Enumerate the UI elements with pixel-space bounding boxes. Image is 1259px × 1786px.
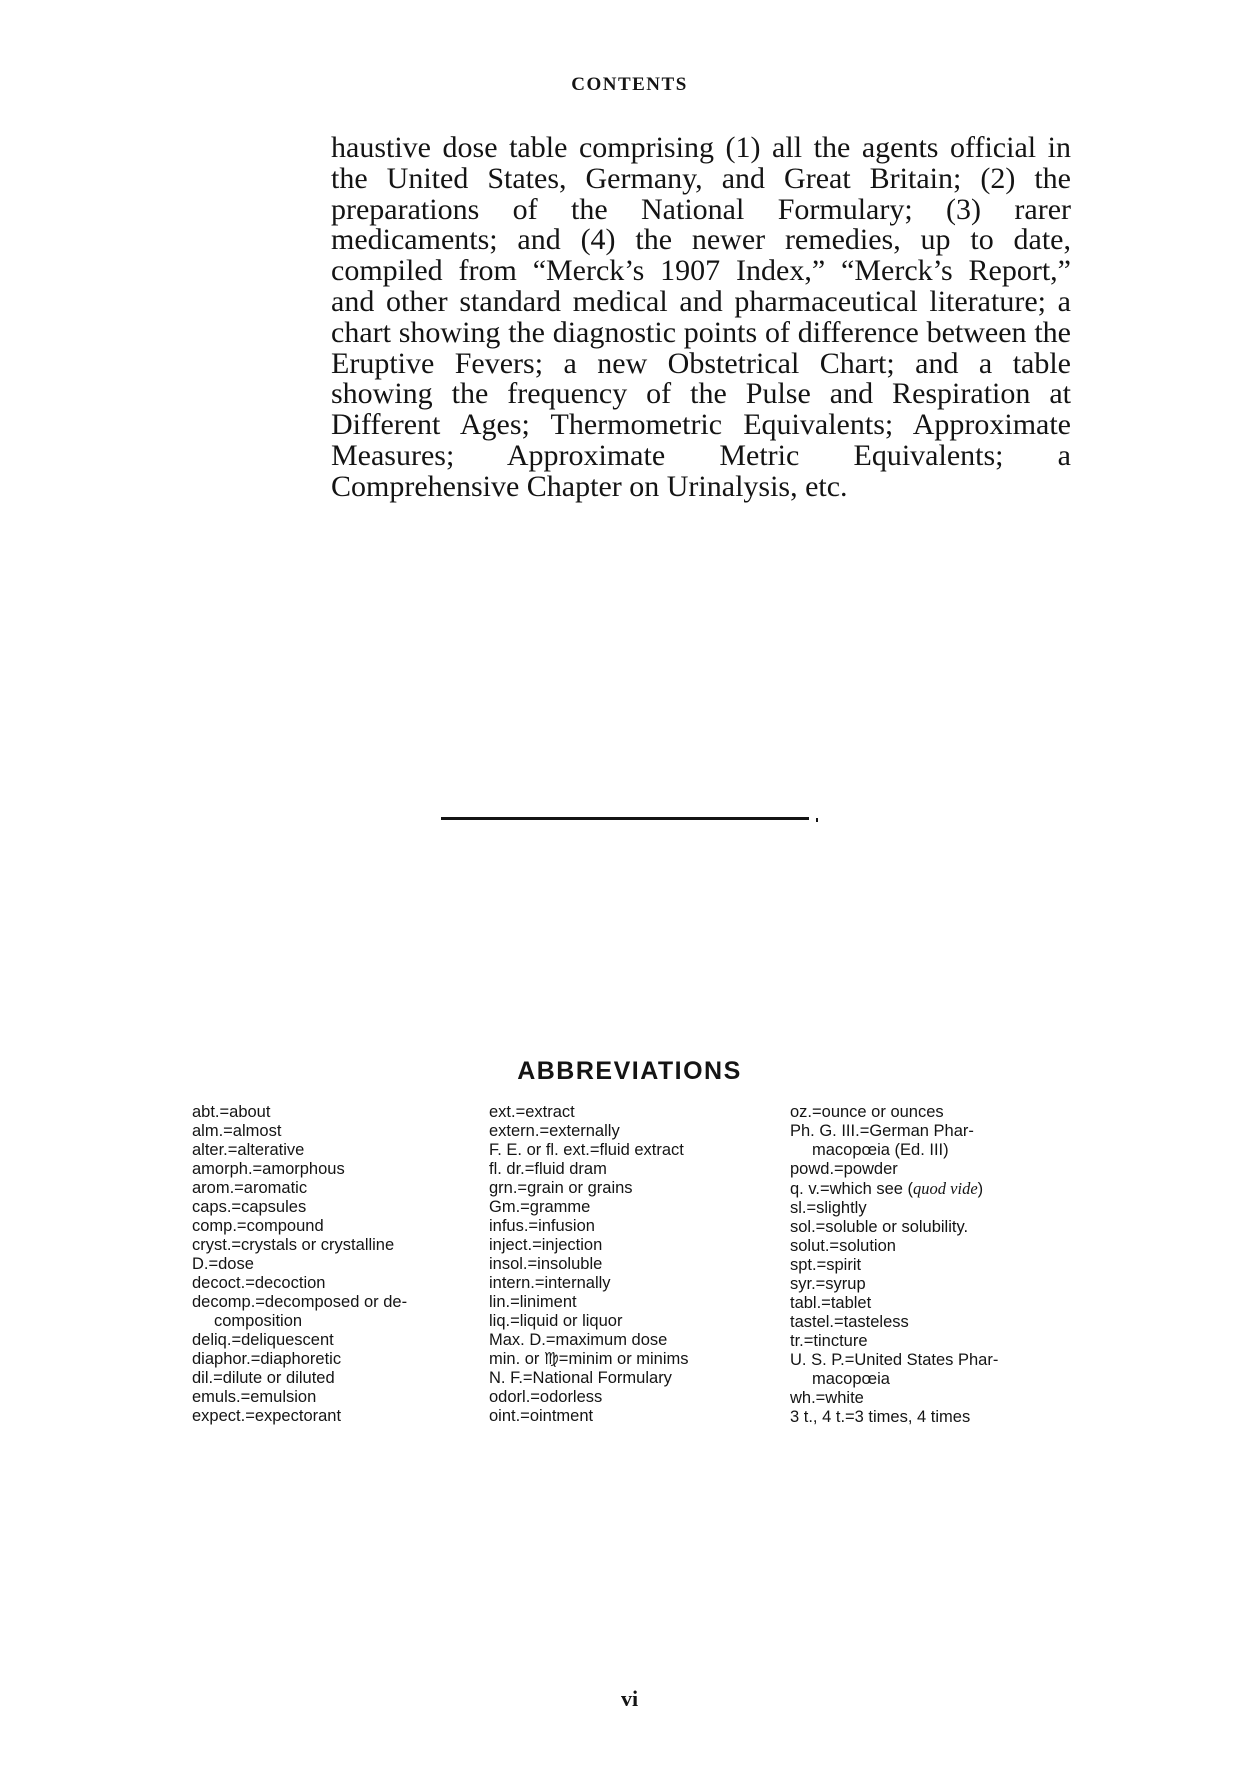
abbreviation-entry: syr.=syrup — [790, 1275, 866, 1293]
abbreviation-entry: 3 t., 4 t.=3 times, 4 times — [790, 1408, 971, 1426]
abbreviation-entry: tr.=tincture — [790, 1332, 868, 1350]
section-divider-tick — [816, 818, 818, 822]
abbreviation-entry-continuation: macopœia — [812, 1370, 890, 1388]
abbreviation-entry: tastel.=tasteless — [790, 1313, 909, 1331]
qv-italic: quod vide — [913, 1179, 978, 1198]
abbreviation-entry: Ph. G. III.=German Phar- — [790, 1122, 974, 1140]
abbreviation-entry: arom.=aromatic — [192, 1179, 308, 1197]
abbreviation-entry: abt.=about — [192, 1103, 271, 1121]
abbreviation-entry: dil.=dilute or diluted — [192, 1369, 335, 1387]
abbreviations-column-2 — [489, 1103, 779, 1426]
body-paragraph: haustive dose table comprising (1) all the agents official in the United States, Germany, and Great Britain; (2) the preparations of the National Formulary; (3) rarer medicaments; and (4) the newer remedies, up to date, compiled from “Merck’s 1907 Index,” “Merck’s Report,” and other standard medical and pharmaceutical literature; a chart showing the diagnostic points of difference between the Eruptive Fevers; a new Obstetrical Chart; and a table showing the frequency of the Pulse and Respiration at Different Ages; Thermometric Equivalents; Approximate Measures; Approximate Metric Equivalents; a Comprehensive Chapter on Urinalysis, etc. — [331, 131, 1071, 503]
abbreviation-entry: powd.=powder — [790, 1160, 898, 1178]
abbreviation-entry: deliq.=deliquescent — [192, 1331, 334, 1349]
abbreviation-entry: F. E. or fl. ext.=fluid extract — [489, 1141, 684, 1159]
abbreviations-heading: ABBREVIATIONS — [517, 1057, 742, 1085]
abbreviation-entry: amorph.=amorphous — [192, 1160, 345, 1178]
abbreviation-entry: ext.=extract — [489, 1103, 575, 1121]
abbreviation-entry: decomp.=decomposed or de- — [192, 1293, 408, 1311]
abbreviation-entry: intern.=internally — [489, 1274, 611, 1292]
abbreviation-entry: expect.=expectorant — [192, 1407, 342, 1425]
section-divider — [441, 817, 809, 820]
running-head: CONTENTS — [571, 74, 688, 95]
abbreviation-entry: oz.=ounce or ounces — [790, 1103, 944, 1121]
abbreviation-entry: caps.=capsules — [192, 1198, 307, 1216]
abbreviation-entry: N. F.=National Formulary — [489, 1369, 672, 1387]
abbreviations-column-3 — [790, 1103, 1080, 1427]
abbreviation-entry: Gm.=gramme — [489, 1198, 591, 1216]
qv-suffix: ) — [977, 1180, 984, 1198]
abbreviation-entry: Max. D.=maximum dose — [489, 1331, 668, 1349]
abbreviation-entry: liq.=liquid or liquor — [489, 1312, 623, 1330]
abbreviation-entry: min. or ♍=minim or minims — [489, 1350, 689, 1368]
abbreviation-entry: alm.=almost — [192, 1122, 282, 1140]
abbreviation-entry: sl.=slightly — [790, 1199, 867, 1217]
abbreviation-entry: emuls.=emulsion — [192, 1388, 317, 1406]
abbreviation-entry-quod-vide — [790, 1179, 1080, 1199]
abbreviation-entry: lin.=liniment — [489, 1293, 577, 1311]
abbreviation-entry-continuation: composition — [214, 1312, 303, 1330]
abbreviation-entry: odorl.=odorless — [489, 1388, 603, 1406]
abbreviation-entry: solut.=solution — [790, 1237, 896, 1255]
abbreviation-entry: spt.=spirit — [790, 1256, 862, 1274]
abbreviation-entry: alter.=alterative — [192, 1141, 305, 1159]
abbreviation-entry: fl. dr.=fluid dram — [489, 1160, 607, 1178]
abbreviation-entry: sol.=soluble or solubility. — [790, 1218, 969, 1236]
page-number: vi — [620, 1686, 639, 1711]
abbreviation-entry: cryst.=crystals or crystalline — [192, 1236, 395, 1254]
abbreviation-entry: extern.=externally — [489, 1122, 620, 1140]
abbreviation-entry: inject.=injection — [489, 1236, 603, 1254]
abbreviation-entry: diaphor.=diaphoretic — [192, 1350, 342, 1368]
abbreviation-entry: oint.=ointment — [489, 1407, 594, 1425]
abbreviation-entry: grn.=grain or grains — [489, 1179, 633, 1197]
abbreviation-entry: tabl.=tablet — [790, 1294, 872, 1312]
abbreviation-entry: decoct.=decoction — [192, 1274, 326, 1292]
abbreviation-entry: U. S. P.=United States Phar- — [790, 1351, 999, 1369]
abbreviation-entry: infus.=infusion — [489, 1217, 595, 1235]
abbreviations-column-1 — [192, 1103, 472, 1426]
abbreviation-entry: comp.=compound — [192, 1217, 324, 1235]
abbreviation-entry: D.=dose — [192, 1255, 254, 1273]
abbreviation-entry: wh.=white — [790, 1389, 864, 1407]
abbreviation-entry-continuation: macopœia (Ed. III) — [812, 1141, 949, 1159]
abbreviation-entry: insol.=insoluble — [489, 1255, 603, 1273]
qv-prefix: q. v.=which see ( — [790, 1180, 914, 1198]
